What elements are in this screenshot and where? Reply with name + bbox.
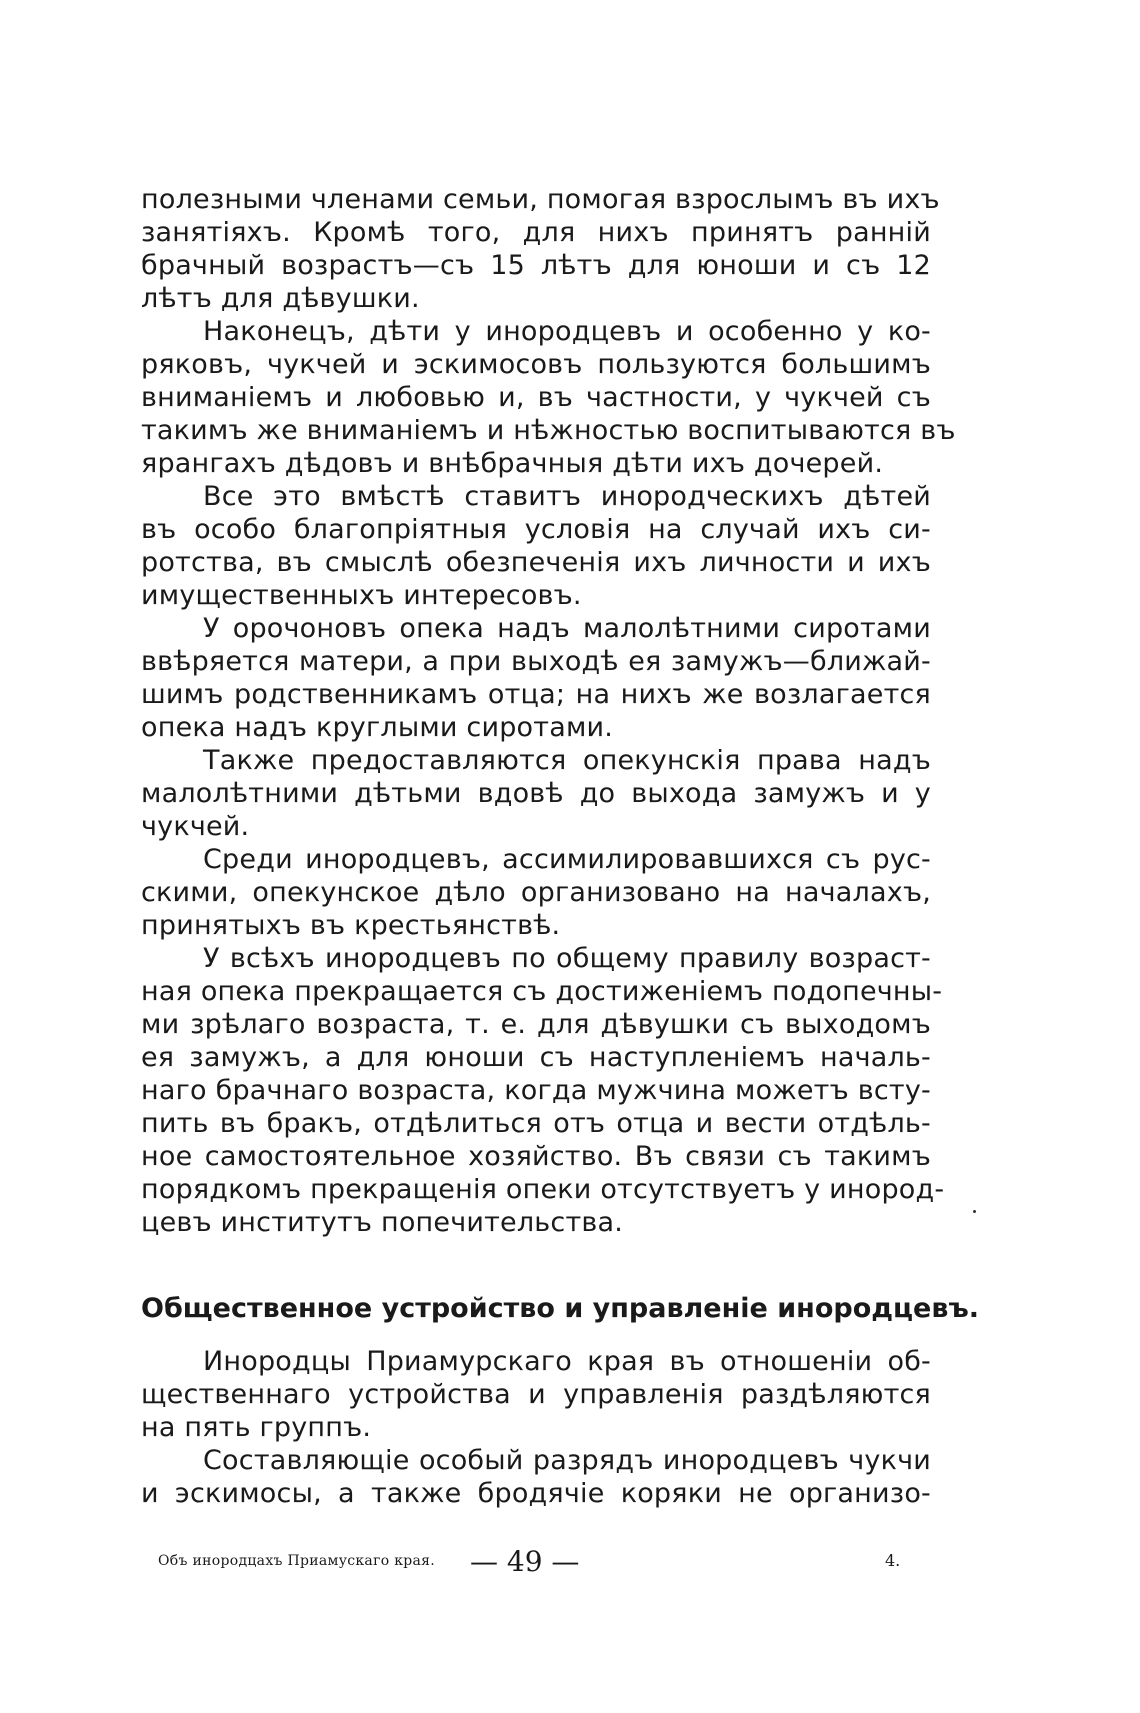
paragraph [141, 183, 940, 315]
running-title: Объ инородцахъ Приамускаго края. [158, 1553, 436, 1569]
text-line: имущественныхъ интересовъ. [141, 580, 582, 611]
text-line: Все это вмѣстѣ ставитъ инородческихъ дѣтей [203, 481, 931, 512]
text-line: вниманіемъ и любовью и, въ частности, у чукчей съ [141, 382, 931, 413]
paragraph [141, 942, 945, 1239]
paragraph [141, 1345, 931, 1444]
text-line: лѣтъ для дѣвушки. [141, 283, 420, 314]
text-line: Инородцы Приамурскаго края въ отношеніи об- [203, 1346, 931, 1377]
text-line: У всѣхъ инородцевъ по общему правилу возраст- [203, 943, 931, 974]
text-line: наго брачнаго возраста, когда мужчина можетъ всту- [141, 1075, 931, 1106]
paragraph [141, 315, 956, 480]
text-line: скими, опекунское дѣло организовано на началахъ, [141, 877, 931, 908]
text-line: У орочоновъ опека надъ малолѣтними сиротами [203, 613, 931, 644]
text-line: Среди инородцевъ, ассимилировавшихся съ рус- [203, 844, 931, 875]
signature-mark: 4. [885, 1551, 901, 1570]
text-line: малолѣтними дѣтьми вдовѣ до выхода замужъ и у [141, 778, 931, 809]
text-line: ввѣряется матери, а при выходѣ ея замужъ—ближай- [141, 646, 931, 677]
text-line: щественнаго устройства и управленія раздѣляются [141, 1379, 931, 1410]
text-line: брачный возрастъ—съ 15 лѣтъ для юноши и съ 12 [141, 250, 931, 281]
text-line: ми зрѣлаго возраста, т. е. для дѣвушки съ выходомъ [141, 1009, 931, 1040]
text-line: опека надъ круглыми сиротами. [141, 712, 614, 743]
text-line: ное самостоятельное хозяйство. Въ связи съ такимъ [141, 1141, 931, 1172]
body-text-bottom [141, 1345, 931, 1510]
text-line: принятыхъ въ крестьянствѣ. [141, 910, 561, 941]
text-line: Составляющіе особый разрядъ инородцевъ чукчи [203, 1445, 931, 1476]
text-line: и эскимосы, а также бродячіе коряки не организо- [141, 1478, 931, 1509]
paragraph [141, 744, 931, 843]
paragraph [141, 843, 931, 942]
body-text-top [141, 183, 956, 1239]
text-line: на пять группъ. [141, 1412, 372, 1443]
text-line: шимъ родственникамъ отца; на нихъ же возлагается [141, 679, 931, 710]
text-line: ная опека прекращается съ достиженіемъ подопечны- [141, 976, 943, 1007]
text-line: пить въ бракъ, отдѣлиться отъ отца и вести отдѣль- [141, 1108, 931, 1139]
text-line: ея замужъ, а для юноши съ наступленіемъ началь- [141, 1042, 931, 1073]
section-heading: Общественное устройство и управленіе инородцевъ. [141, 1293, 980, 1324]
print-speck [973, 1210, 976, 1213]
page-number: — 49 — [470, 1545, 580, 1578]
text-line: ярангахъ дѣдовъ и внѣбрачныя дѣти ихъ дочерей. [141, 448, 884, 479]
text-line: занятіяхъ. Кромѣ того, для нихъ принятъ ранній [141, 217, 931, 248]
text-line: Также предоставляются опекунскія права надъ [203, 745, 931, 776]
paragraph [141, 480, 931, 612]
page-footer [0, 1545, 1140, 1585]
text-line: порядкомъ прекращенія опеки отсутствуетъ у инород- [141, 1174, 945, 1205]
paragraph [141, 1444, 931, 1510]
text-line: полезными членами семьи, помогая взрослымъ въ ихъ [141, 184, 940, 215]
text-line: Наконецъ, дѣти у инородцевъ и особенно у ко- [203, 316, 931, 347]
text-line: въ особо благопріятныя условія на случай ихъ си- [141, 514, 931, 545]
text-line: ротства, въ смыслѣ обезпеченія ихъ личности и ихъ [141, 547, 931, 578]
text-line: такимъ же вниманіемъ и нѣжностью воспитываются въ [141, 415, 956, 446]
text-line: цевъ институтъ попечительства. [141, 1207, 624, 1238]
text-line: ряковъ, чукчей и эскимосовъ пользуются большимъ [141, 349, 931, 380]
text-line: чукчей. [141, 811, 250, 842]
paragraph [141, 612, 931, 744]
